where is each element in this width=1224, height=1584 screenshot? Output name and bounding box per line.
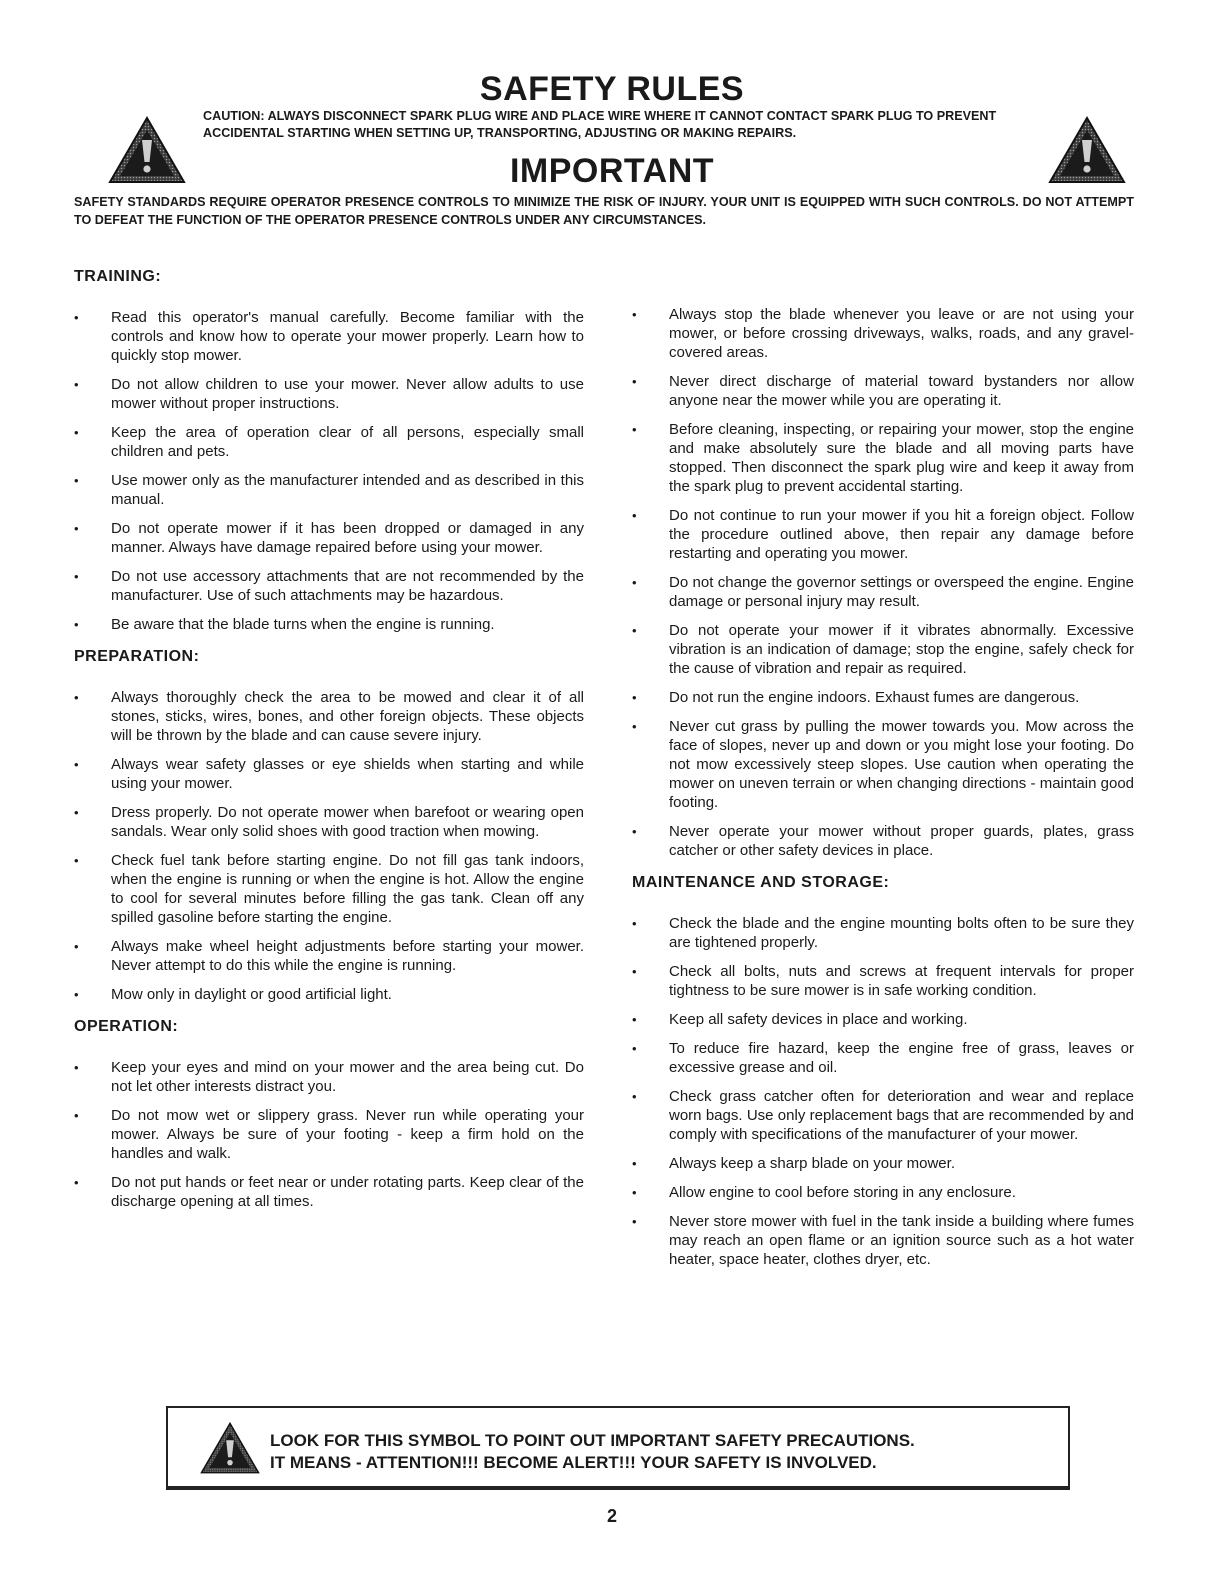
- list-item: • Check all bolts, nuts and screws at frequent intervals for proper tightness to be sure mower is in safe working condition.: [632, 962, 1134, 1000]
- operation-list: [74, 1058, 584, 1211]
- list-item: • Never store mower with fuel in the tank inside a building where fumes may reach an open flame or an ignition source such as a hot water heater, space heater, clothes dryer, etc.: [632, 1212, 1134, 1269]
- footer-line-1: LOOK FOR THIS SYMBOL TO POINT OUT IMPORTANT SAFETY PRECAUTIONS.: [270, 1431, 915, 1450]
- training-heading: TRAINING:: [74, 268, 162, 285]
- operation-continued-list: [632, 305, 1134, 860]
- list-item: • Do not allow children to use your mower. Never allow adults to use mower without proper instructions.: [74, 375, 584, 413]
- list-item: • To reduce fire hazard, keep the engine free of grass, leaves or excessive grease and oil.: [632, 1039, 1134, 1077]
- training-list: [74, 308, 584, 634]
- list-item: • Check fuel tank before starting engine. Do not fill gas tank indoors, when the engine is running or when the engine is hot. Allow the engine to cool for several minutes before filling the gas tank. Clean off any spilled gasoline before starting the engine.: [74, 851, 584, 927]
- warning-triangle-icon: [200, 1420, 260, 1481]
- list-item: • Never operate your mower without proper guards, plates, grass catcher or other safety devices in place.: [632, 822, 1134, 860]
- safety-standards-notice: SAFETY STANDARDS REQUIRE OPERATOR PRESENCE CONTROLS TO MINIMIZE THE RISK OF INJURY. YOUR UNIT IS EQUIPPED WITH SUCH CONTROLS. DO NOT ATTEMPT TO DEFEAT THE FUNCTION OF THE OPERATOR PRESENCE CONTROLS UNDER ANY CIRCUMSTANCES.: [74, 195, 1134, 227]
- list-item: • Never direct discharge of material toward bystanders nor allow anyone near the mower while you are operating it.: [632, 372, 1134, 410]
- list-item: • Use mower only as the manufacturer intended and as described in this manual.: [74, 471, 584, 509]
- safety-symbol-notice: [166, 1406, 1070, 1490]
- important-heading: IMPORTANT: [509, 152, 715, 190]
- list-item: • Do not continue to run your mower if you hit a foreign object. Follow the procedure outlined above, then repair any damage before restarting and operating you mower.: [632, 506, 1134, 563]
- list-item: • Always thoroughly check the area to be mowed and clear it of all stones, sticks, wires, bones, and other foreign objects. These objects will be thrown by the blade and can cause severe injury.: [74, 688, 584, 745]
- footer-text: [270, 1430, 1050, 1474]
- maintenance-heading: MAINTENANCE AND STORAGE:: [632, 874, 890, 891]
- right-column: [632, 305, 1134, 1279]
- caution-notice: CAUTION: ALWAYS DISCONNECT SPARK PLUG WIRE AND PLACE WIRE WHERE IT CANNOT CONTACT SPARK PLUG TO PREVENT ACCIDENTAL STARTING WHEN SETTING UP, TRANSPORTING, ADJUSTING OR MAKING REPAIRS.: [203, 109, 997, 140]
- list-item: • Keep your eyes and mind on your mower and the area being cut. Do not let other interests distract you.: [74, 1058, 584, 1096]
- preparation-heading: PREPARATION:: [74, 648, 200, 665]
- list-item: • Always make wheel height adjustments before starting your mower. Never attempt to do this while the engine is running.: [74, 937, 584, 975]
- operation-heading: OPERATION:: [74, 1018, 179, 1035]
- list-item: • Check grass catcher often for deterioration and wear and replace worn bags. Use only replacement bags that are recommended by and comply with specifications of the manufacturer of your mower.: [632, 1087, 1134, 1144]
- page-number: 2: [606, 1506, 617, 1526]
- list-item: • Always wear safety glasses or eye shields when starting and while using your mower.: [74, 755, 584, 793]
- list-item: • Keep the area of operation clear of all persons, especially small children and pets.: [74, 423, 584, 461]
- page-title: SAFETY RULES: [479, 70, 745, 108]
- list-item: • Do not use accessory attachments that are not recommended by the manufacturer. Use of such attachments may be hazardous.: [74, 567, 584, 605]
- list-item: • Dress properly. Do not operate mower when barefoot or wearing open sandals. Wear only solid shoes with good traction when mowing.: [74, 803, 584, 841]
- list-item: • Do not run the engine indoors. Exhaust fumes are dangerous.: [632, 688, 1134, 707]
- list-item: • Be aware that the blade turns when the engine is running.: [74, 615, 584, 634]
- list-item: • Do not operate mower if it has been dropped or damaged in any manner. Always have damage repaired before using your mower.: [74, 519, 584, 557]
- list-item: • Check the blade and the engine mounting bolts often to be sure they are tightened properly.: [632, 914, 1134, 952]
- preparation-list: [74, 688, 584, 1004]
- list-item: • Do not mow wet or slippery grass. Never run while operating your mower. Always be sure of your footing - keep a firm hold on the handles and walk.: [74, 1106, 584, 1163]
- list-item: • Keep all safety devices in place and working.: [632, 1010, 1134, 1029]
- footer-line-2: IT MEANS - ATTENTION!!! BECOME ALERT!!! YOUR SAFETY IS INVOLVED.: [270, 1453, 877, 1472]
- maintenance-list: [632, 914, 1134, 1269]
- left-column: [74, 268, 584, 1221]
- list-item: • Always stop the blade whenever you leave or are not using your mower, or before crossing driveways, walks, roads, and any gravel-covered areas.: [632, 305, 1134, 362]
- list-item: • Before cleaning, inspecting, or repairing your mower, stop the engine and make absolutely sure the blade and all moving parts have stopped. Then disconnect the spark plug wire and keep it away from the spark plug to prevent accidental starting.: [632, 420, 1134, 496]
- list-item: • Never cut grass by pulling the mower towards you. Mow across the face of slopes, never up and down or you might lose your footing. Do not mow excessively steep slopes. Use caution when operating the mower on uneven terrain or when changing directions - maintain good footing.: [632, 717, 1134, 812]
- list-item: • Do not operate your mower if it vibrates abnormally. Excessive vibration is an indication of damage; stop the engine, safely check for the cause of vibration and repair as required.: [632, 621, 1134, 678]
- list-item: • Read this operator's manual carefully. Become familiar with the controls and know how to operate your mower properly. Learn how to quickly stop mower.: [74, 308, 584, 365]
- list-item: • Always keep a sharp blade on your mower.: [632, 1154, 1134, 1173]
- list-item: • Allow engine to cool before storing in any enclosure.: [632, 1183, 1134, 1202]
- list-item: • Do not change the governor settings or overspeed the engine. Engine damage or personal injury may result.: [632, 573, 1134, 611]
- list-item: • Do not put hands or feet near or under rotating parts. Keep clear of the discharge opening at all times.: [74, 1173, 584, 1211]
- list-item: • Mow only in daylight or good artificial light.: [74, 985, 584, 1004]
